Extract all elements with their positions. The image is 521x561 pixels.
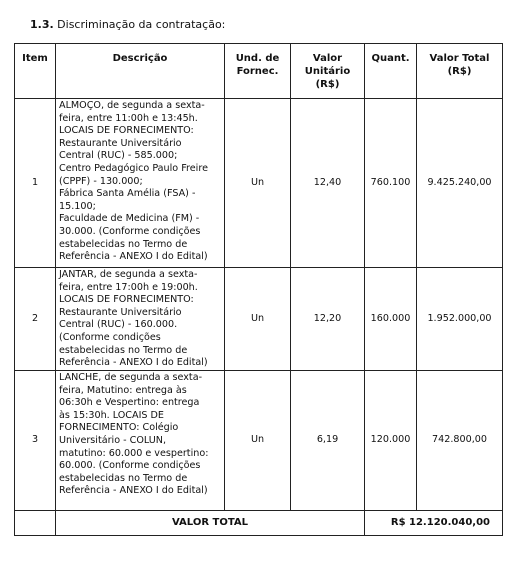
desc-line: Restaurante Universitário bbox=[59, 306, 182, 318]
header-und: Und. de Fornec. bbox=[225, 44, 291, 99]
desc-line: feira, entre 17:00h e 19:00h. bbox=[59, 281, 198, 293]
cell-item: 3 bbox=[15, 371, 56, 511]
cell-item: 1 bbox=[15, 99, 56, 268]
desc-line: Referência - ANEXO I do Edital) bbox=[59, 251, 208, 263]
desc-line: Faculdade de Medicina (FM) - bbox=[59, 213, 200, 225]
total-empty-cell bbox=[15, 511, 56, 536]
section-title: Discriminação da contratação: bbox=[57, 18, 226, 31]
cell-item: 2 bbox=[15, 268, 56, 371]
cell-descricao bbox=[56, 99, 225, 268]
desc-line: LOCAIS DE FORNECIMENTO: bbox=[59, 125, 194, 137]
desc-line: ALMOÇO, de segunda a sexta- bbox=[59, 100, 205, 111]
section-heading bbox=[30, 18, 225, 31]
cell-valor-unitario: 12,40 bbox=[291, 99, 365, 268]
total-label: VALOR TOTAL bbox=[56, 511, 365, 536]
header-valor-total: Valor Total (R$) bbox=[417, 44, 503, 99]
header-item: Item bbox=[15, 44, 56, 99]
desc-line: Referência - ANEXO I do Edital) bbox=[59, 485, 208, 497]
total-row bbox=[15, 511, 503, 536]
cell-valor-unitario: 6,19 bbox=[291, 371, 365, 511]
table-row bbox=[15, 371, 503, 511]
desc-line: estabelecidas no Termo de bbox=[59, 472, 188, 484]
contract-table bbox=[14, 43, 503, 536]
desc-line: às 15:30h. LOCAIS DE bbox=[59, 409, 164, 421]
desc-line: matutino: 60.000 e vespertino: bbox=[59, 447, 209, 459]
desc-line: 30.000. (Conforme condições bbox=[59, 225, 201, 237]
cell-descricao bbox=[56, 268, 225, 371]
section-number: 1.3. bbox=[30, 18, 54, 31]
desc-line: 60.000. (Conforme condições bbox=[59, 460, 201, 472]
cell-valor-total: 9.425.240,00 bbox=[417, 99, 503, 268]
cell-valor-total: 1.952.000,00 bbox=[417, 268, 503, 371]
desc-line: Centro Pedagógico Paulo Freire bbox=[59, 162, 208, 174]
desc-line: Central (RUC) - 585.000; bbox=[59, 150, 178, 162]
header-valor-unitario: Valor Unitário (R$) bbox=[291, 44, 365, 99]
desc-line: LOCAIS DE FORNECIMENTO: bbox=[59, 294, 194, 306]
desc-line: 15.100; bbox=[59, 200, 96, 212]
desc-line: Restaurante Universitário bbox=[59, 137, 182, 149]
cell-valor-unitario: 12,20 bbox=[291, 268, 365, 371]
desc-line: estabelecidas no Termo de bbox=[59, 238, 188, 250]
table-header-row bbox=[15, 44, 503, 99]
desc-line: Fábrica Santa Amélia (FSA) - bbox=[59, 188, 196, 200]
cell-quant: 120.000 bbox=[365, 371, 417, 511]
desc-line: feira, entre 11:00h e 13:45h. bbox=[59, 112, 198, 124]
desc-line: JANTAR, de segunda a sexta- bbox=[59, 269, 198, 280]
cell-descricao bbox=[56, 371, 225, 511]
total-value: R$ 12.120.040,00 bbox=[365, 511, 503, 536]
desc-line: LANCHE, de segunda a sexta- bbox=[59, 372, 203, 383]
cell-und: Un bbox=[225, 268, 291, 371]
desc-line: feira, Matutino: entrega às bbox=[59, 384, 187, 396]
table-row bbox=[15, 99, 503, 268]
desc-line: (Conforme condições bbox=[59, 331, 161, 343]
desc-line: (CPPF) - 130.000; bbox=[59, 175, 143, 187]
desc-line: FORNECIMENTO: Colégio bbox=[59, 422, 179, 434]
cell-quant: 760.100 bbox=[365, 99, 417, 268]
desc-line: Referência - ANEXO I do Edital) bbox=[59, 357, 208, 369]
desc-line: Central (RUC) - 160.000. bbox=[59, 319, 178, 331]
cell-und: Un bbox=[225, 99, 291, 268]
table-row bbox=[15, 268, 503, 371]
header-quant: Quant. bbox=[365, 44, 417, 99]
desc-line: estabelecidas no Termo de bbox=[59, 344, 188, 356]
cell-und: Un bbox=[225, 371, 291, 511]
header-descricao: Descrição bbox=[56, 44, 225, 99]
cell-valor-total: 742.800,00 bbox=[417, 371, 503, 511]
desc-line: 06:30h e Vespertino: entrega bbox=[59, 397, 200, 409]
desc-line: Universitário - COLUN, bbox=[59, 434, 167, 446]
cell-quant: 160.000 bbox=[365, 268, 417, 371]
